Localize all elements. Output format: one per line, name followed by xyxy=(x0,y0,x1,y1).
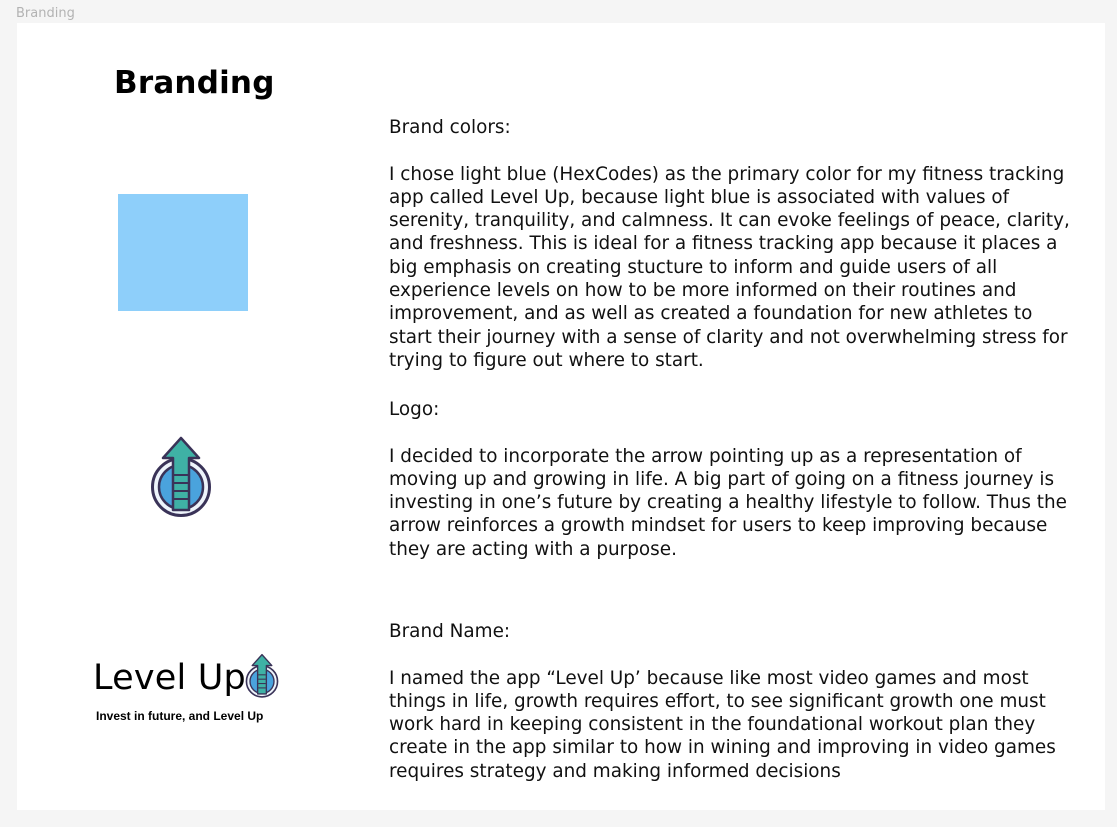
brand-tagline: Invest in future, and Level Up xyxy=(96,709,264,723)
branding-artboard xyxy=(17,23,1105,810)
level-up-wordmark xyxy=(93,653,293,723)
page-title: Branding xyxy=(114,65,275,101)
brand-name: Level Up xyxy=(93,658,246,698)
frame-label: Branding xyxy=(16,6,75,21)
logo-heading: Logo: xyxy=(389,399,440,420)
brand-name-section xyxy=(389,620,1079,783)
logo-section xyxy=(389,398,1079,561)
up-arrow-circle-icon xyxy=(243,653,281,701)
brand-name-heading: Brand Name: xyxy=(389,621,511,642)
brand-color-swatch xyxy=(118,194,248,311)
up-arrow-circle-icon xyxy=(150,435,212,523)
brand-colors-heading: Brand colors: xyxy=(389,117,511,138)
brand-name-body: I named the app “Level Up’ because like most video games and most things in life, growth requires effort, to see significant growth one must work hard in keeping consistent in the foundational workout plan they create in the app similar to how in wining and improving in video games requires strategy and making informed decisions xyxy=(389,667,1056,782)
brand-colors-section xyxy=(389,116,1079,372)
logo-body: I decided to incorporate the arrow pointing up as a representation of moving up and growing in life. A big part of going on a fitness journey is investing in one’s future by creating a healthy lifestyle to follow. Thus the arrow reinforces a growth mindset for users to keep improving because they are acting with a purpose. xyxy=(389,445,1067,560)
brand-colors-body: I chose light blue (HexCodes) as the primary color for my fitness tracking app called Level Up, because light blue is associated with values of serenity, tranquility, and calmness. It can evoke feelings of peace, clarity, and freshness. This is ideal for a fitness tracking app because it places a big emphasis on creating stucture to inform and guide users of all experience levels on how to be more informed on their routines and improvement, and as well as created a foundation for new athletes to start their journey with a sense of clarity and not overwhelming stress for trying to figure out where to start. xyxy=(389,163,1070,371)
